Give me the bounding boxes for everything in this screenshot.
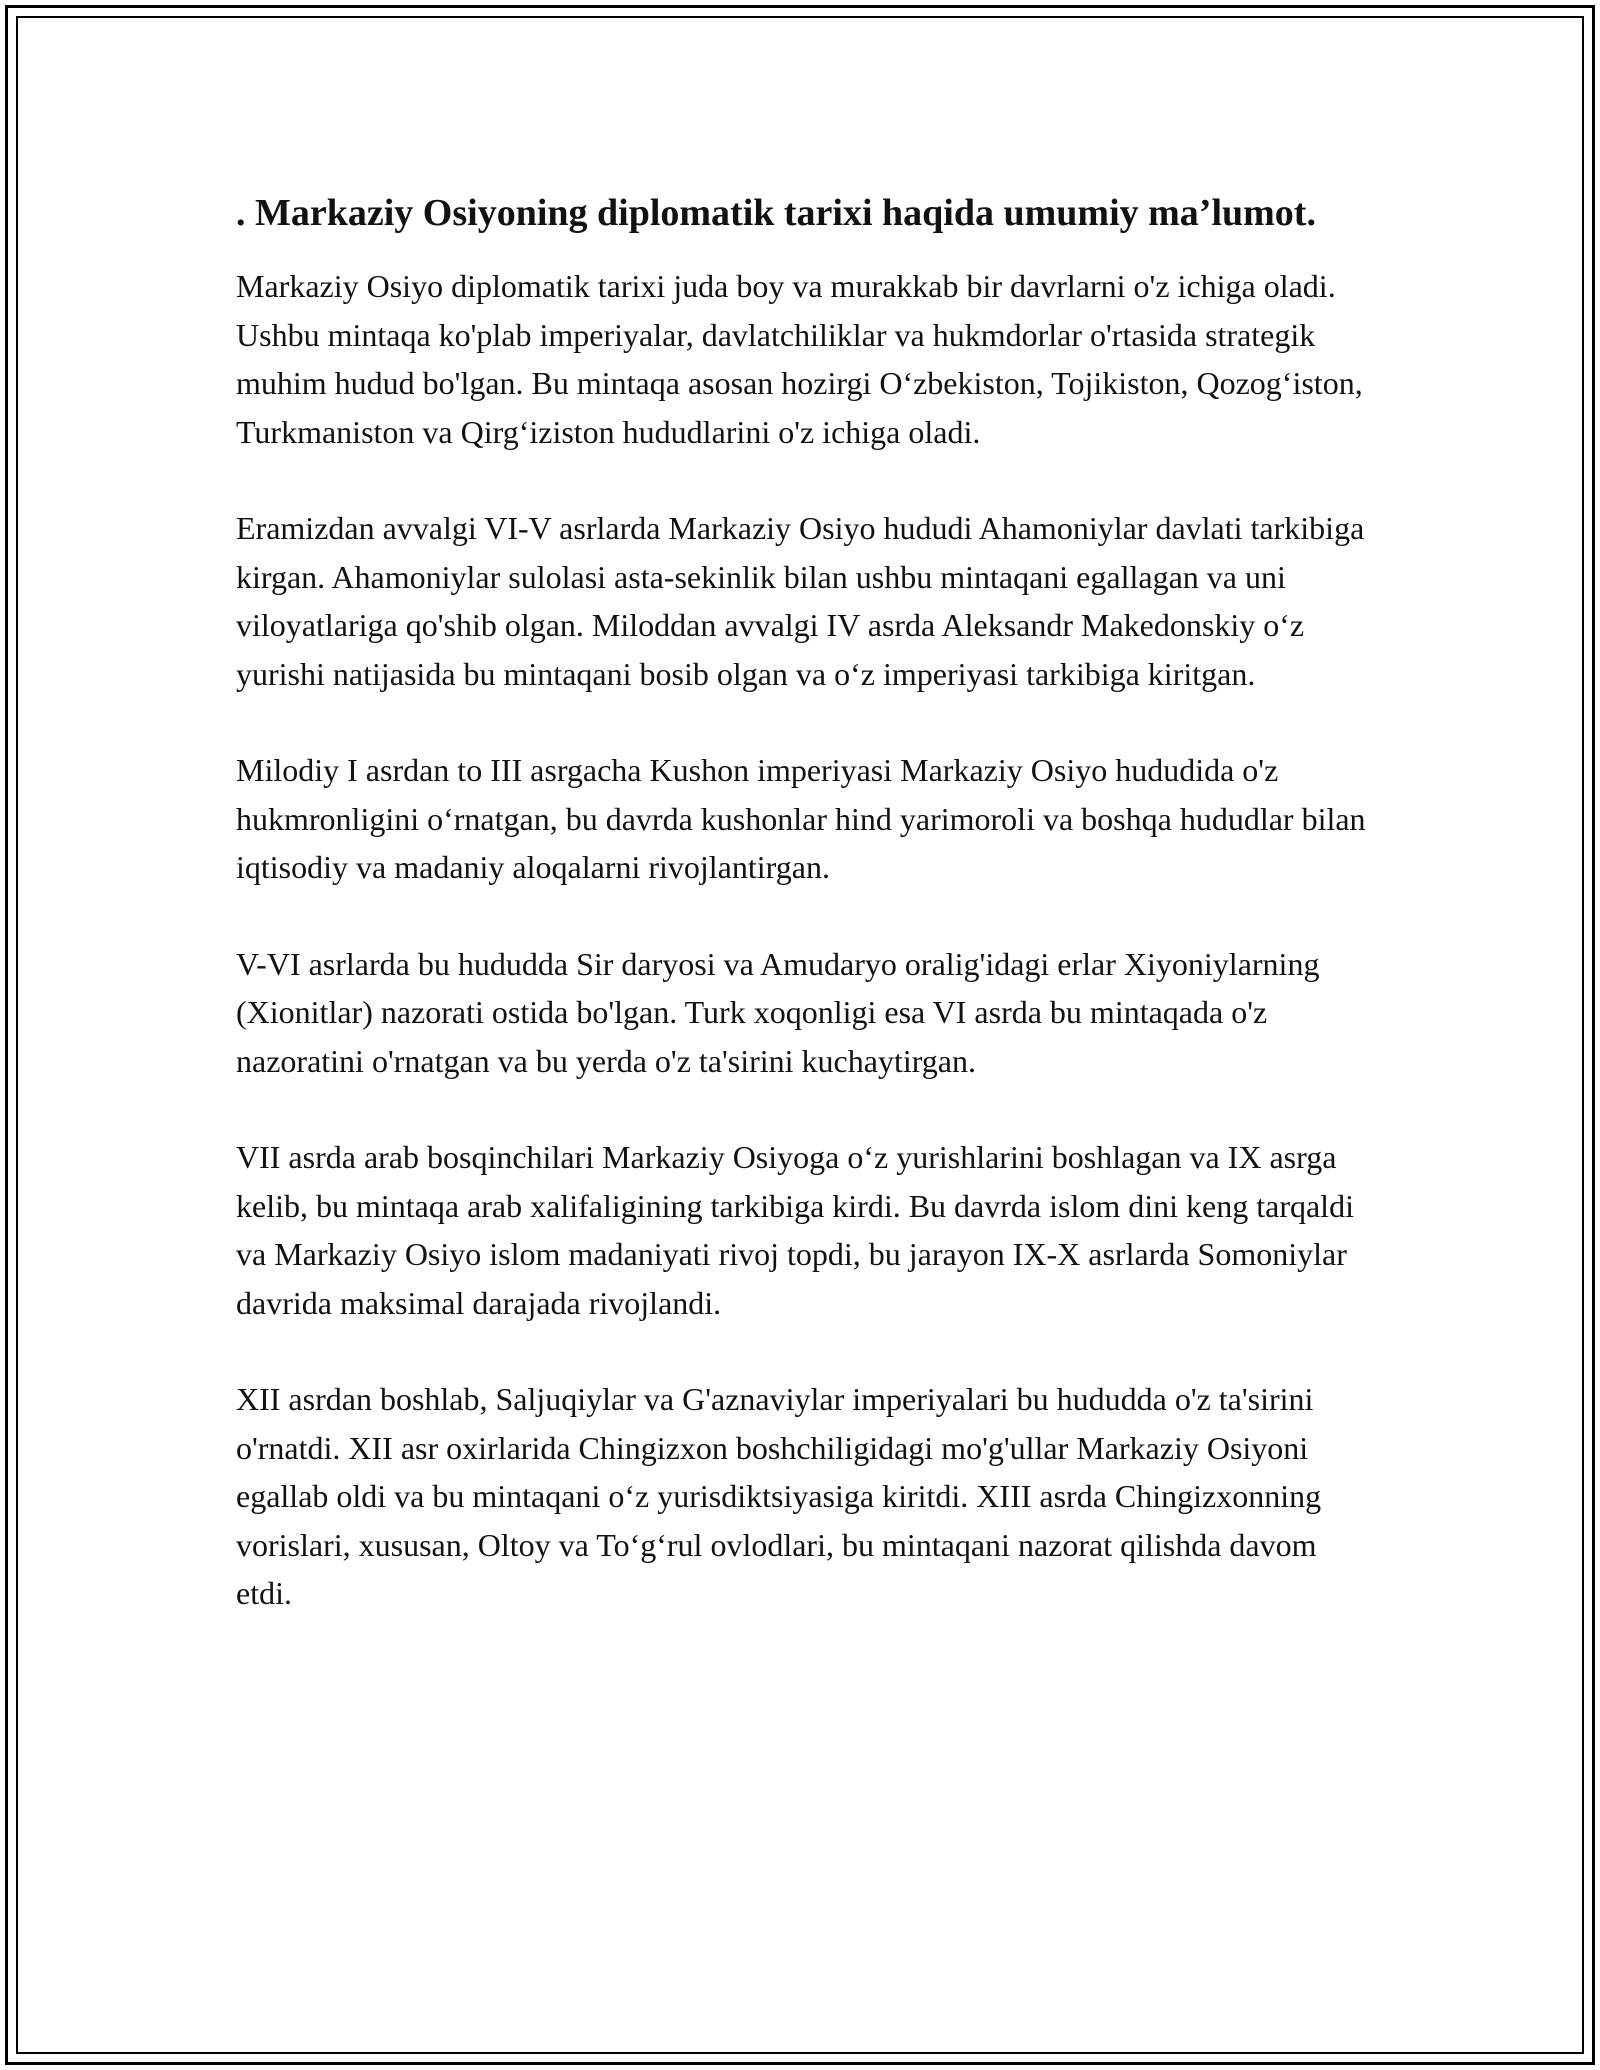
paragraph-kushan: Milodiy I asrdan to III asrgacha Kushon imperiyasi Markaziy Osiyo hududida o'z hukmronligini o‘rnatgan, bu davrda kushonlar hind yarimoroli va boshqa hududlar bilan iqtisodiy va madaniy aloqalarni rivojlantirgan.: [236, 752, 1366, 885]
paragraph-mongols: XII asrdan boshlab, Saljuqiylar va G'aznaviylar imperiyalari bu hududda o'z ta'sirini o'rnatdi. XII asr oxirlarida Chingizxon boshchiligidagi mo'g'ullar Markaziy Osiyoni egallab oldi va bu mintaqani o‘z yurisdiktsiyasiga kiritdi. XIII asrda Chingizxonning vorislari, xususan, Oltoy va To‘g‘rul ovlodlari, bu mintaqani nazorat qilishda davom etdi.: [236, 1381, 1322, 1611]
document-body: [236, 188, 1370, 1666]
document-title: . Markaziy Osiyoning diplomatik tarixi haqida umumiy ma’lumot.: [236, 192, 1316, 234]
paragraph-achaemenid: Eramizdan avvalgi VI-V asrlarda Markaziy Osiyo hududi Ahamoniylar davlati tarkibiga kirgan. Ahamoniylar sulolasi asta-sekinlik bilan ushbu mintaqani egallagan va uni viloyatlariga qo'shib olgan. Miloddan avvalgi IV asrda Aleksandr Makedonskiy o‘z yurishi natijasida bu mintaqani bosib olgan va o‘z imperiyasi tarkibiga kiritgan.: [236, 510, 1365, 692]
paragraph-intro: Markaziy Osiyo diplomatik tarixi juda boy va murakkab bir davrlarni o'z ichiga oladi. Ushbu mintaqa ko'plab imperiyalar, davlatchiliklar va hukmdorlar o'rtasida strategik muhim hudud bo'lgan. Bu mintaqa asosan hozirgi O‘zbekiston, Tojikiston, Qozog‘iston, Turkmaniston va Qirg‘iziston hududlarini o'z ichiga oladi.: [236, 268, 1363, 450]
paragraph-chionites: V-VI asrlarda bu hududda Sir daryosi va Amudaryo oralig'idagi erlar Xiyoniylarning (Xionitlar) nazorati ostida bo'lgan. Turk xoqonligi esa VI asrda bu mintaqada o'z nazoratini o'rnatgan va bu yerda o'z ta'sirini kuchaytirgan.: [236, 945, 1320, 1079]
paragraph-arab-conquest: VII asrda arab bosqinchilari Markaziy Osiyoga o‘z yurishlarini boshlagan va IX asrga kelib, bu mintaqa arab xalifaligining tarkibiga kirdi. Bu davrda islom dini keng tarqaldi va Markaziy Osiyo islom madaniyati rivoj topdi, bu jarayon IX-X asrlarda Somoniylar davrida maksimal darajada rivojlandi.: [236, 1139, 1354, 1321]
